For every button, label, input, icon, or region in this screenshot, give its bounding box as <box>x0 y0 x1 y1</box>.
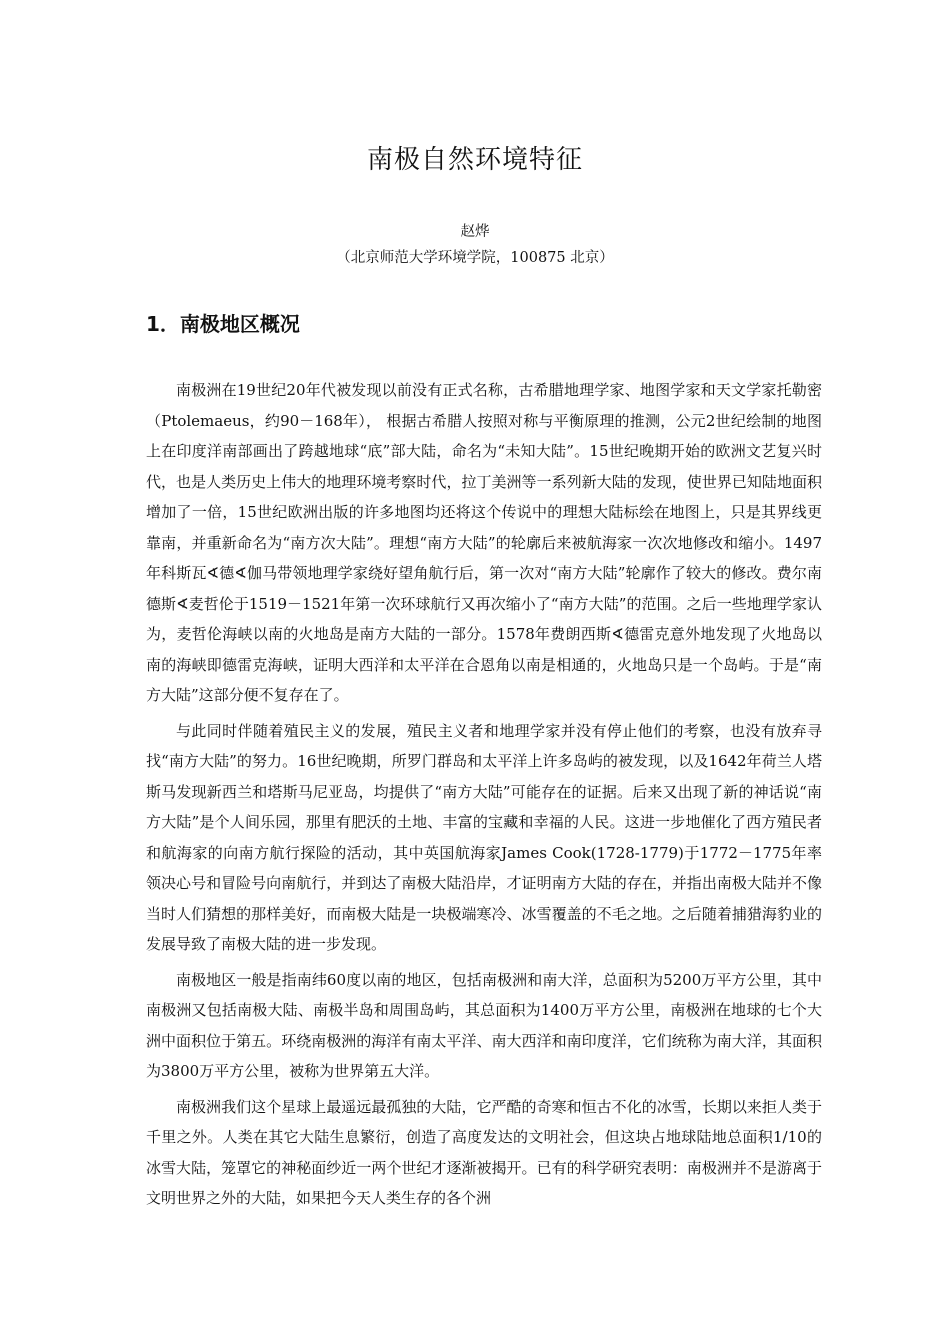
author-affiliation: （北京师范大学环境学院，100875 北京） <box>336 250 614 266</box>
paragraph-1: 南极洲在19世纪20年代被发现以前没有正式名称，古希腊地理学家、地图学家和天文学家托勒密（Ptolemaeus，约90－168年）， 根据古希腊人按照对称与平衡原理的推测，公元2世纪绘制的地图上在印度洋南部画出了跨越地球“底”部大陆，命名为“未知大陆”。15世纪晚期开始的欧洲文艺复兴时代，也是人类历史上伟大的地理环境考察时代，拉丁美洲等一系列新大陆的发现，使世界已知陆地面积增加了一倍，15世纪欧洲出版的许多地图均还将这个传说中的理想大陆标绘在地图上，只是其界线更靠南，并重新命名为“南方次大陆”。理想“南方大陆”的轮廓后来被航海家一次次地修改和缩小。1497年科斯瓦∢德∢伽马带领地理学家绕好望角航行后，第一次对“南方大陆”轮廓作了较大的修改。费尔南德斯∢麦哲伦于1519－1521年第一次环球航行又再次缩小了“南方大陆”的范围。之后一些地理学家认为，麦哲伦海峡以南的火地岛是南方大陆的一部分。1578年费朗西斯∢德雷克意外地发现了火地岛以南的海峡即德雷克海峡，证明大西洋和太平洋在合恩角以南是相通的，火地岛只是一个岛屿。于是“南方大陆”这部分便不复存在了。 <box>146 381 822 704</box>
section-heading: 1．南极地区概况 <box>146 312 300 336</box>
paragraph-2: 与此同时伴随着殖民主义的发展，殖民主义者和地理学家并没有停止他们的考察，也没有放弃寻找“南方大陆”的努力。16世纪晚期，所罗门群岛和太平洋上许多岛屿的被发现，以及1642年荷兰人塔斯马发现新西兰和塔斯马尼亚岛，均提供了“南方大陆”可能存在的证据。后来又出现了新的神话说“南方大陆”是个人间乐园，那里有肥沃的土地、丰富的宝藏和幸福的人民。这进一步地催化了西方殖民者和航海家的向南方航行探险的活动，其中英国航海家James Cook(1728-1779)于1772－1775年率领决心号和冒险号向南航行，并到达了南极大陆沿岸，才证明南方大陆的存在，并指出南极大陆并不像当时人们猜想的那样美好，而南极大陆是一块极端寒冷、冰雪覆盖的不毛之地。之后随着捕猎海豹业的发展导致了南极大陆的进一步发现。 <box>146 721 822 953</box>
body-text <box>146 375 822 1219</box>
author-name: 赵烨 <box>460 224 490 240</box>
document-title: 南极自然环境特征 <box>366 145 583 175</box>
paragraph-3: 南极地区一般是指南纬60度以南的地区，包括南极洲和南大洋，总面积为5200万平方公里，其中南极洲又包括南极大陆、南极半岛和周围岛屿，其总面积为1400万平方公里，南极洲在地球的七个大洲中面积位于第五。环绕南极洲的海洋有南太平洋、南大西洋和南印度洋，它们统称为南大洋，其面积为3800万平方公里，被称为世界第五大洋。 <box>146 970 822 1080</box>
paragraph-4: 南极洲我们这个星球上最遥远最孤独的大陆，它严酷的奇寒和恒古不化的冰雪，长期以来拒人类于千里之外。人类在其它大陆生息繁衍，创造了高度发达的文明社会，但这块占地球陆地总面积1/10的冰雪大陆，笼罩它的神秘面纱近一两个世纪才逐渐被揭开。已有的科学研究表明：南极洲并不是游离于文明世界之外的大陆，如果把今天人类生存的各个洲 <box>146 1097 822 1207</box>
